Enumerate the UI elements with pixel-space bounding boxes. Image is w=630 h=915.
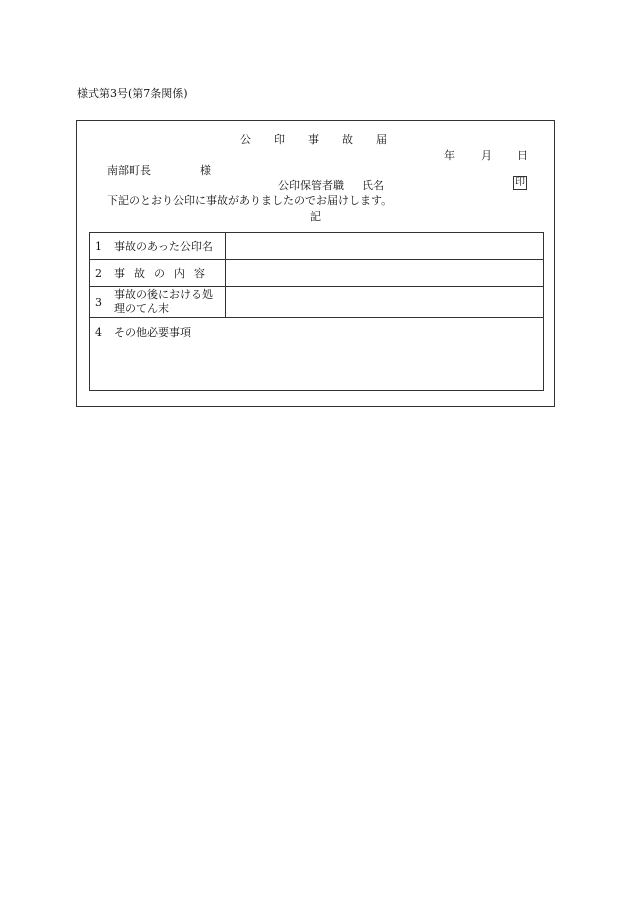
declaration-text: 下記のとおり公印に事故がありましたのでお届けします。: [107, 194, 393, 207]
form-number: 様式第3号(第7条関係): [77, 87, 188, 100]
table-row: [90, 287, 544, 318]
ki-heading: 記: [310, 210, 321, 223]
item-label: 事故のあった公印名: [114, 240, 213, 253]
item-number: 2: [95, 266, 102, 280]
form-frame: [76, 120, 555, 407]
items-table: [89, 232, 544, 391]
form-title: 公印事故届: [240, 133, 410, 146]
item-label-cell: [90, 287, 226, 318]
item-label-line-2: 理のてん末: [114, 302, 169, 315]
item-number: 1: [95, 239, 102, 253]
seal-mark: 印: [515, 177, 525, 188]
item-label: [114, 288, 213, 316]
applicant-name-label: 氏名: [362, 179, 384, 192]
table-row: [90, 318, 544, 391]
item-label-cell: [90, 233, 226, 260]
date-month-label: 月: [481, 149, 492, 162]
table-row: [90, 260, 544, 287]
date-day-label: 日: [517, 149, 528, 162]
item-label-cell: [90, 260, 226, 287]
addressee: 南部町長: [107, 164, 151, 177]
item-label: その他必要事項: [114, 326, 191, 339]
item-value-cell[interactable]: [226, 233, 544, 260]
table-row: [90, 233, 544, 260]
addressee-honorific: 様: [200, 164, 211, 177]
item-number: 4: [95, 325, 102, 339]
date-year-label: 年: [444, 149, 455, 162]
item-label: 事故の内容: [114, 267, 214, 280]
item-other-cell[interactable]: [90, 318, 544, 391]
applicant-title-label: 公印保管者職: [278, 179, 344, 192]
item-number: 3: [95, 295, 102, 309]
item-value-cell[interactable]: [226, 260, 544, 287]
item-value-cell[interactable]: [226, 287, 544, 318]
item-label-line-1: 事故の後における処: [114, 288, 213, 301]
